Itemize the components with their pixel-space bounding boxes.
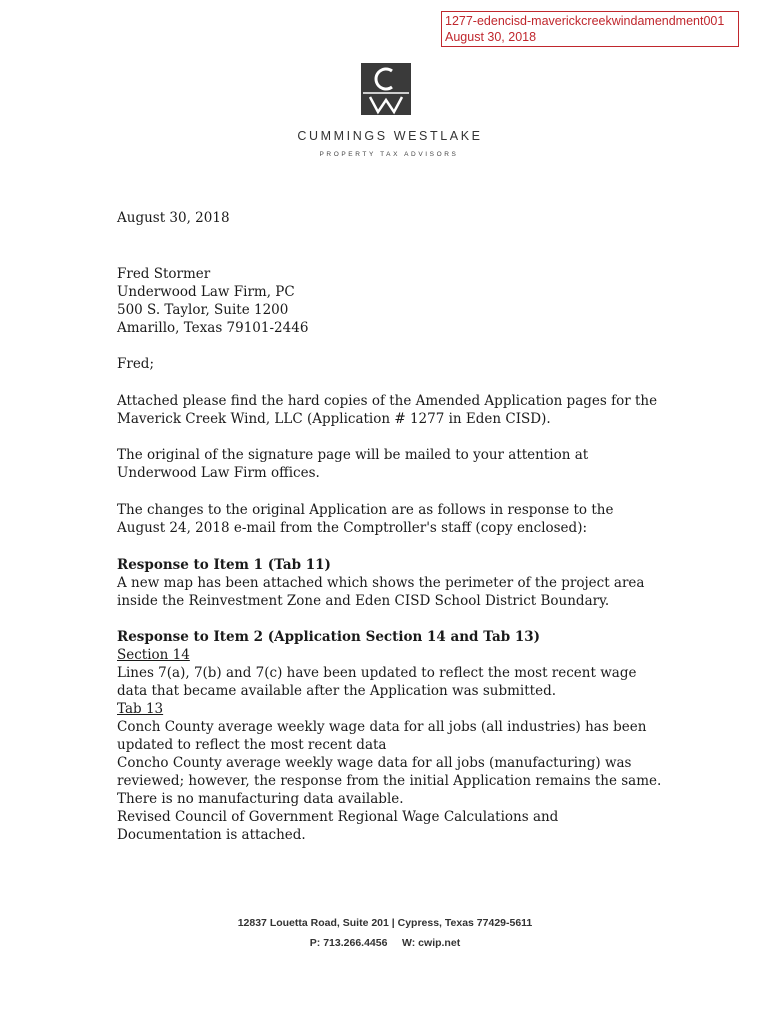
paragraph-signature-page: The original of the signature page will be mailed to your attention at Underwood Law Firm offices. [117,447,589,481]
item1-text: A new map has been attached which shows the perimeter of the project area inside the Reinvestment Zone and Eden CISD School District Boundary. [117,575,645,609]
letter-date: August 30, 2018 [117,210,230,226]
document-id-stamp [441,11,739,47]
section14-label: Section 14 [117,647,190,663]
section14-text: Lines 7(a), 7(b) and 7(c) have been updated to reflect the most recent wage data that became available after the Application was submitted. [117,665,637,699]
response-item-2 [117,628,662,844]
stamp-document-id: 1277-edencisd-maverickcreekwindamendment001 [445,14,725,28]
tab13-line-1: Conch County average weekly wage data for all jobs (all industries) has been updated to reflect the most recent data [117,719,647,753]
recipient-address [117,265,662,337]
response-item-1 [117,556,662,610]
firm-name: CUMMINGS WESTLAKE [297,129,483,143]
cw-logo-mark-icon [361,63,411,115]
paragraph-changes: The changes to the original Application are as follows in response to the August 24, 2018 e-mail from the Comptroller's staff (copy enclosed): [117,502,614,536]
firm-tagline: PROPERTY TAX ADVISORS [319,151,459,158]
tab13-line-2: Concho County average weekly wage data for all jobs (manufacturing) was reviewed; however, the response from the initial Application remains the same. There is no manufacturing data available. [117,755,662,807]
tab13-label: Tab 13 [117,701,164,717]
salutation: Fred; [117,356,154,372]
paragraph-attached: Attached please find the hard copies of the Amended Application pages for the Maverick Creek Wind, LLC (Application # 1277 in Eden CISD). [117,393,658,427]
cw-logo [361,63,411,115]
address-line: 500 S. Taylor, Suite 1200 [117,302,289,318]
footer-contact [0,937,770,949]
item2-heading: Response to Item 2 (Application Section 14 and Tab 13) [117,629,541,645]
address-line: Underwood Law Firm, PC [117,284,295,300]
tab13-line-3: Revised Council of Government Regional Wage Calculations and Documentation is attached. [117,809,559,843]
item1-heading: Response to Item 1 (Tab 11) [117,557,331,573]
stamp-date: August 30, 2018 [445,30,537,44]
footer-web: W: cwip.net [402,937,461,949]
address-line: Amarillo, Texas 79101-2446 [117,320,309,336]
footer-phone: P: 713.266.4456 [309,937,388,949]
footer-address: 12837 Louetta Road, Suite 201 | Cypress, Texas 77429-5611 [237,917,533,929]
address-line: Fred Stormer [117,266,211,282]
